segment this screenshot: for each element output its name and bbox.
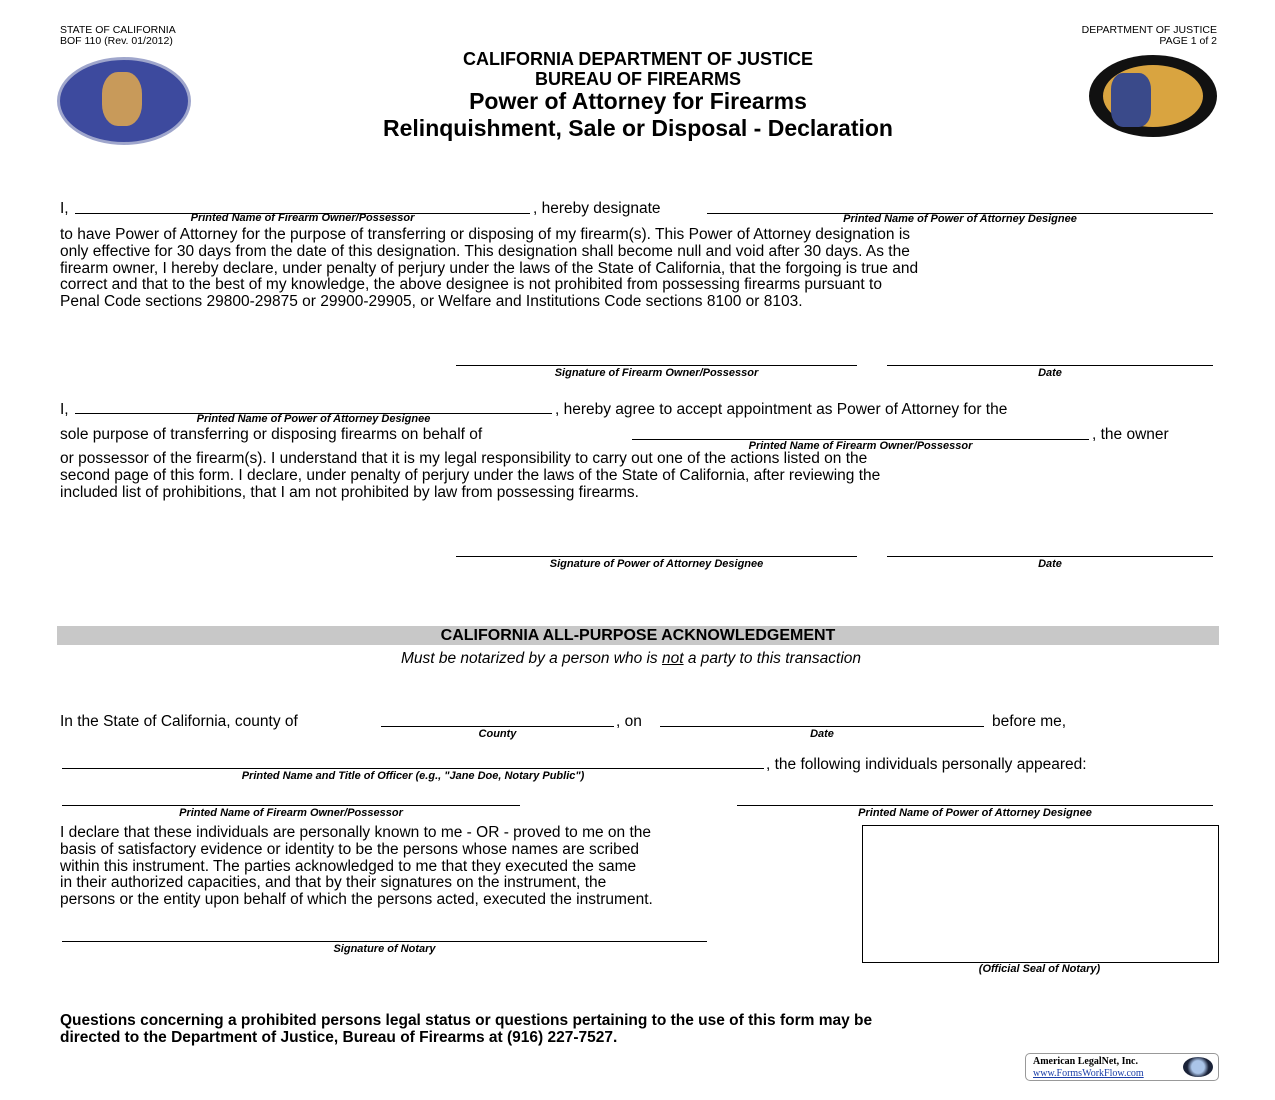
- notary-declaration: I declare that these individuals are personally known to me - OR - proved to me on the basis of satisfactory evidence or identity to be the persons whose names are scribed within this instrument. The parties acknowledged to me that they executed the same in their authorized capacities, and that by their signatures on the instrument, the persons or the entity upon behalf of which the persons acted, executed the instrument.: [60, 824, 653, 909]
- brand-name: American LegalNet, Inc.: [1033, 1056, 1138, 1067]
- state-label: STATE OF CALIFORNIA BOF 110 (Rev. 01/2012): [60, 24, 176, 47]
- form-title: Power of Attorney for Firearms: [469, 88, 807, 114]
- brand-url[interactable]: www.FormsWorkFlow.com: [1033, 1068, 1144, 1079]
- owner-date-label: Date: [1038, 367, 1062, 379]
- ack-date-label: Date: [810, 728, 834, 740]
- ack-date-field[interactable]: [660, 726, 984, 727]
- acceptance-paragraph: or possessor of the firearm(s). I understand that it is my legal responsibility to carry out one of the actions listed on the second page of this form. I declare, under penalty of perjury under the laws of the State of California, after reviewing the included list of prohibitions, that I am not prohibited by law from possessing firearms.: [60, 450, 881, 501]
- designee-date-label: Date: [1038, 558, 1062, 570]
- officer-name-field[interactable]: [62, 768, 764, 769]
- notary-signature-label: Signature of Notary: [333, 943, 436, 955]
- ack-designee-name-field[interactable]: [737, 805, 1213, 806]
- the-owner-text: , the owner: [1092, 426, 1169, 443]
- bureau-title: BUREAU OF FIREARMS: [535, 69, 741, 89]
- notary-seal-box[interactable]: [862, 825, 1219, 963]
- footer-questions: Questions concerning a prohibited persons legal status or questions pertaining to the use of this form may be directed to the Department of Justice, Bureau of Firearms at (916) 227-7527.: [60, 1012, 873, 1046]
- agree-text: , hereby agree to accept appointment as Power of Attorney for the: [555, 401, 1008, 418]
- notarize-note: Must be notarized by a person who is not a party to this transaction: [400, 650, 862, 667]
- designate-text: , hereby designate: [533, 200, 661, 217]
- sole-purpose-text: sole purpose of transferring or disposing firearms on behalf of: [60, 426, 483, 443]
- attorney-general-seal: [1089, 55, 1217, 137]
- state-county-text: In the State of California, county of: [60, 713, 298, 730]
- text-i: I,: [60, 200, 69, 217]
- before-me-text: before me,: [992, 713, 1067, 730]
- agency-title: CALIFORNIA DEPARTMENT OF JUSTICE: [463, 49, 813, 69]
- text-i: I,: [60, 401, 69, 418]
- ack-designee-name-label: Printed Name of Power of Attorney Designee: [858, 807, 1092, 819]
- owner-name-label: Printed Name of Firearm Owner/Possessor: [190, 212, 415, 224]
- owner-date-field[interactable]: [887, 365, 1213, 366]
- notary-seal-label: (Official Seal of Notary): [978, 963, 1101, 975]
- county-field[interactable]: [381, 726, 614, 727]
- designee-signature-label: Signature of Power of Attorney Designee: [549, 558, 764, 570]
- notary-signature-field[interactable]: [62, 941, 707, 942]
- designee-signature-field[interactable]: [456, 556, 857, 557]
- designee-name-label: Printed Name of Power of Attorney Designee: [843, 213, 1077, 225]
- owner-name-label-2: Printed Name of Firearm Owner/Possessor: [748, 440, 973, 452]
- owner-signature-field[interactable]: [456, 365, 857, 366]
- acknowledgement-heading: CALIFORNIA ALL-PURPOSE ACKNOWLEDGEMENT: [57, 626, 1219, 645]
- form-subtitle: Relinquishment, Sale or Disposal - Declaration: [383, 115, 893, 141]
- designee-date-field[interactable]: [887, 556, 1213, 557]
- officer-name-label: Printed Name and Title of Officer (e.g., "Jane Doe, Notary Public"): [241, 770, 585, 782]
- designee-name-label-2: Printed Name of Power of Attorney Designee: [196, 413, 431, 425]
- county-label: County: [478, 728, 517, 740]
- on-text: , on: [616, 713, 642, 730]
- american-legalnet-badge[interactable]: [1025, 1053, 1219, 1081]
- ack-owner-name-label: Printed Name of Firearm Owner/Possessor: [179, 807, 403, 819]
- appeared-text: , the following individuals personally appeared:: [766, 756, 1087, 773]
- dept-label: DEPARTMENT OF JUSTICE PAGE 1 of 2: [1081, 24, 1217, 47]
- ack-owner-name-field[interactable]: [62, 805, 520, 806]
- bureau-of-firearms-seal: [57, 57, 191, 145]
- designation-paragraph: to have Power of Attorney for the purpose of transferring or disposing of my firearm(s). This Power of Attorney designation is only effective for 30 days from the date of this designation. This designation shall become null and void after 30 days. As the firearm owner, I hereby declare, under penalty of perjury under the laws of the State of California, that the forgoing is true and correct and that to the best of my knowledge, the above designee is not prohibited from possessing firearms pursuant to Penal Code sections 29800-29875 or 29900-29905, or Welfare and Institutions Code sections 8100 or 8103.: [60, 226, 919, 311]
- owner-signature-label: Signature of Firearm Owner/Possessor: [554, 367, 759, 379]
- globe-icon: [1183, 1057, 1213, 1077]
